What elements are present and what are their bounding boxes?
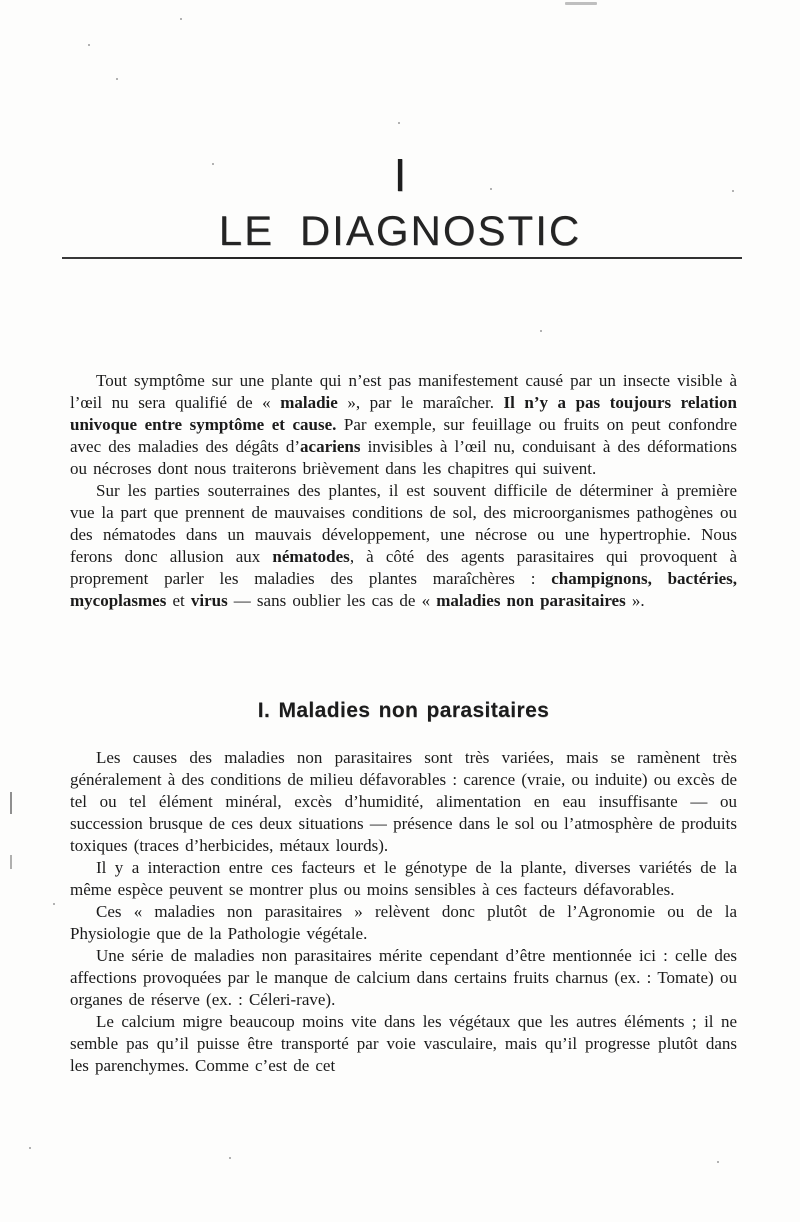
scan-speck bbox=[29, 1147, 31, 1149]
scan-speck bbox=[717, 1161, 719, 1163]
paragraph bbox=[70, 480, 737, 612]
bold-text-run: maladies non parasitaires bbox=[436, 591, 626, 610]
text-run: — sans oublier les cas de « bbox=[227, 591, 437, 610]
scan-speck bbox=[88, 44, 90, 46]
scan-speck bbox=[229, 1157, 231, 1159]
bold-text-run: Il n’y a pas toujours relation univoque entre symptôme et cause. bbox=[70, 393, 737, 434]
bold-text-run: nématodes bbox=[272, 547, 350, 566]
scan-margin-mark bbox=[10, 792, 12, 814]
paragraph bbox=[70, 901, 737, 945]
text-run: invisibles à l’œil nu, conduisant à des déformations ou nécroses dont nous traiterons brièvement dans les chapitres qui suivent. bbox=[70, 437, 737, 478]
section-paragraphs bbox=[70, 747, 737, 1077]
text-run: Ces « maladies non parasitaires » relèvent donc plutôt de l’Agronomie ou de la Physiologie que de la Pathologie végétale. bbox=[70, 902, 737, 943]
text-run: , à côté des agents parasitaires qui provoquent à proprement parler les maladies des plantes maraîchères : bbox=[70, 547, 738, 588]
text-run: Il y a interaction entre ces facteurs et le génotype de la plante, diverses variétés de la même espèce peuvent se montrer plus ou moins sensibles à ces facteurs défavorables. bbox=[70, 858, 737, 899]
bold-text-run: acariens bbox=[300, 437, 361, 456]
bold-text-run: maladie bbox=[280, 393, 338, 412]
scan-margin-mark bbox=[10, 855, 12, 869]
chapter-title: LE DIAGNOSTIC bbox=[218, 207, 582, 254]
intro-paragraphs bbox=[70, 370, 737, 612]
text-run: Par exemple, sur feuillage ou fruits on peut confondre avec des maladies des dégâts d’ bbox=[70, 415, 737, 456]
scan-speck bbox=[398, 122, 400, 124]
scan-speck bbox=[212, 163, 214, 165]
scan-speck bbox=[565, 2, 597, 5]
paragraph bbox=[70, 370, 737, 480]
text-run: et bbox=[166, 591, 191, 610]
paragraph bbox=[70, 1011, 737, 1077]
scan-speck bbox=[732, 190, 734, 192]
paragraph bbox=[70, 747, 737, 857]
scan-speck bbox=[116, 78, 118, 80]
scan-speck bbox=[540, 330, 542, 332]
paragraph bbox=[70, 945, 737, 1011]
title-underline-rule bbox=[62, 257, 742, 259]
text-run: Tout symptôme sur une plante qui n’est pas manifestement causé par un insecte visible à l’œil nu sera qualifié de « bbox=[70, 371, 737, 412]
bold-text-run: virus bbox=[190, 591, 228, 610]
text-run: ». bbox=[625, 591, 645, 610]
scan-speck bbox=[490, 188, 492, 190]
text-run: Le calcium migre beaucoup moins vite dans les végétaux que les autres éléments ; il ne semble pas qu’il puisse être transporté par voie vasculaire, mais qu’il progresse plutôt dans les parenchymes. Comme c’est de cet bbox=[70, 1012, 737, 1075]
scan-speck bbox=[180, 18, 182, 20]
bold-text-run: champignons, bactéries, mycoplasmes bbox=[70, 569, 737, 610]
text-run: Une série de maladies non parasitaires mérite cependant d’être mentionnée ici : celle des affections provoquées par le manque de calcium dans certains fruits charnus (ex. : Tomate) ou organes de réserve (ex. : Céleri-rave). bbox=[70, 946, 737, 1009]
paragraph bbox=[70, 857, 737, 901]
scan-speck bbox=[53, 903, 55, 905]
text-run: », par le maraîcher. bbox=[337, 393, 504, 412]
text-run: Sur les parties souterraines des plantes, il est souvent difficile de déterminer à première vue la part que prennent de mauvaises conditions de sol, des microorganismes pathogènes ou des nématodes dans un mauvais développement, une nécrose ou une hypertrophie. Nous ferons donc allusion aux bbox=[70, 481, 737, 566]
section-heading: I. Maladies non parasitaires bbox=[257, 699, 550, 722]
chapter-number: I bbox=[393, 149, 407, 201]
text-run: Les causes des maladies non parasitaires sont très variées, mais se ramènent très généralement à des conditions de milieu défavorables : carence (vraie, ou induite) ou excès de tel ou tel élément minéral, excès d’humidité, alimentation en eau insuffisante — ou succession brusque de ces deux situations — présence dans le sol ou l’atmosphère de produits toxiques (traces d’herbicides, métaux lourds). bbox=[70, 748, 737, 855]
